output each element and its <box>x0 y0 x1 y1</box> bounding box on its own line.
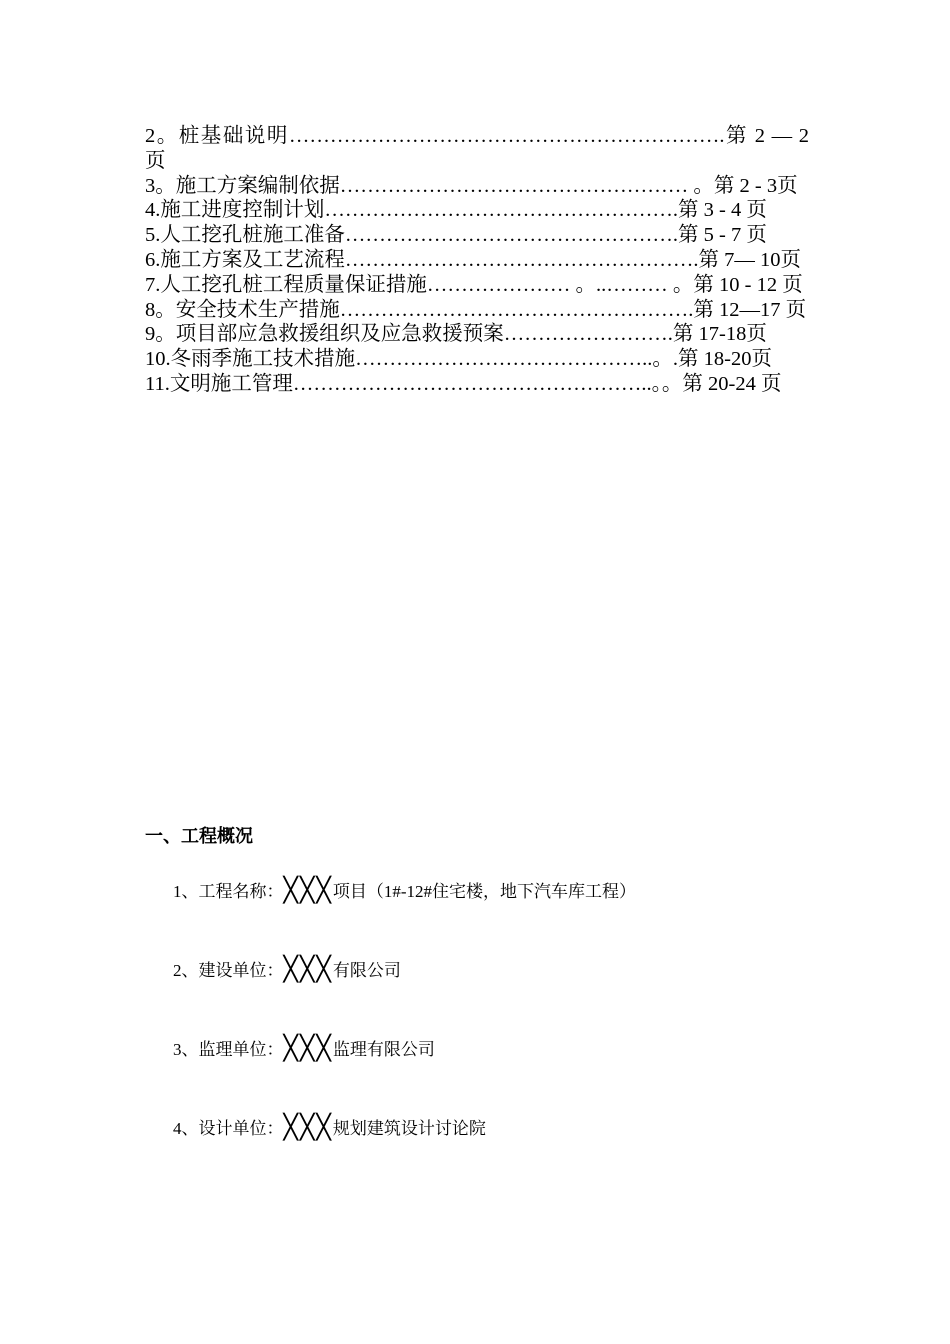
info-value: 项目（1#-12#住宅楼，地下汽车库工程） <box>332 882 637 901</box>
redaction-mark: ╳╳╳ <box>283 876 333 904</box>
toc-entry-safety: 8。安全技术生产措施…………………………………………….第 12—17 页 <box>145 298 807 321</box>
info-value: 规划建筑设计讨论院 <box>332 1119 486 1138</box>
toc-entry-basis: 3。施工方案编制依据…………………………………………… 。第 2 - 3页 <box>145 174 798 197</box>
info-label: 4、设计单位： <box>173 1119 284 1138</box>
toc-entry-preparation: 5.人工挖孔桩施工准备………………………………………….第 5 - 7 页 <box>145 224 767 247</box>
supervision-unit-line <box>173 1034 435 1062</box>
toc-entry-piles: 2。桩基础说明……………………………………………………….第 2 — 2页 <box>145 125 809 172</box>
design-unit-line <box>173 1113 486 1141</box>
redaction-mark: ╳╳╳ <box>283 1034 333 1062</box>
info-label: 1、工程名称： <box>173 882 284 901</box>
table-of-contents <box>145 124 809 397</box>
info-label: 2、建设单位： <box>173 961 284 980</box>
owner-unit-line <box>173 955 401 983</box>
redaction-mark: ╳╳╳ <box>283 1113 333 1141</box>
toc-entry-quality: 7.人工挖孔桩工程质量保证措施………………… 。..……… 。第 10 - 12 页 <box>145 273 803 296</box>
toc-entry-emergency: 9。项目部应急救援组织及应急救援预案…………………….第 17-18页 <box>145 323 767 346</box>
redaction-mark: ╳╳╳ <box>283 955 333 983</box>
toc-entry-winter-rain: 10.冬雨季施工技术措施……………………………………..。.第 18-20页 <box>145 348 772 371</box>
toc-entry-schedule: 4.施工进度控制计划…………………………………………….第 3 - 4 页 <box>145 199 767 222</box>
info-value: 有限公司 <box>332 961 401 980</box>
toc-entry-civilized: 11.文明施工管理……………………………………………..。。第 20-24 页 <box>145 372 782 395</box>
section-heading: 一、工程概况 <box>145 826 253 846</box>
info-value: 监理有限公司 <box>332 1040 435 1059</box>
project-name-line <box>173 876 636 904</box>
info-label: 3、监理单位： <box>173 1040 284 1059</box>
toc-entry-process: 6.施工方案及工艺流程…………………………………………….第 7— 10页 <box>145 248 801 271</box>
